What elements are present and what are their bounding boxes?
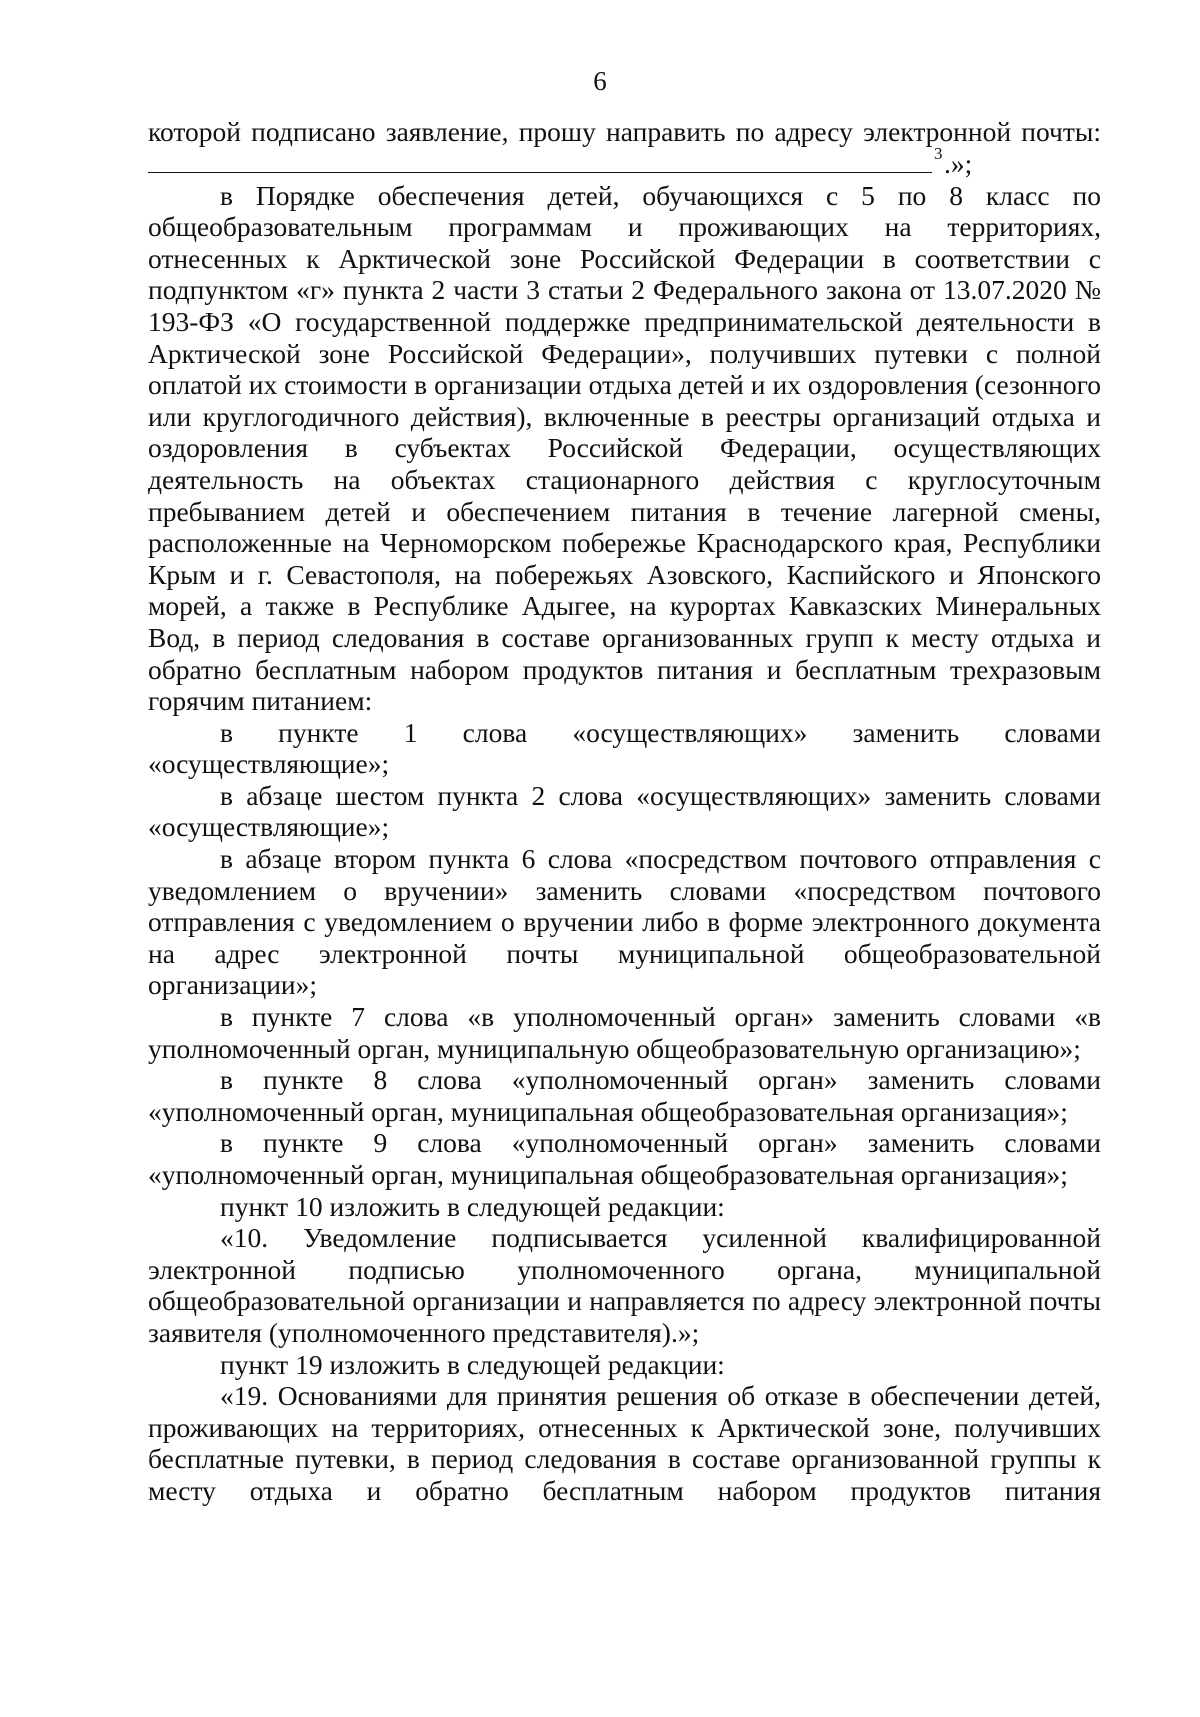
email-blank-rule: [148, 172, 932, 173]
paragraph-item-6: в абзаце втором пункта 6 слова «посредством почтового отправления с уведомлением о вручении» заменить словами «посредством почтового отправления с уведомлением о вручении либо в форме электронного документа на адрес электронной почты муниципальной общеобразовательной организации»;: [148, 843, 1101, 1001]
document-body: [148, 116, 1101, 1507]
paragraph-item-9: в пункте 9 слова «уполномоченный орган» заменить словами «уполномоченный орган, муниципальная общеобразовательная организация»;: [148, 1127, 1101, 1190]
paragraph-item-10-intro: пункт 10 изложить в следующей редакции:: [220, 1190, 725, 1222]
paragraph-item-1: в пункте 1 слова «осуществляющих» заменить словами «осуществляющие»;: [148, 716, 1101, 780]
paragraph-item-7: в пункте 7 слова «в уполномоченный орган» заменить словами «в уполномоченный орган, муниципальную общеобразовательную организацию»;: [148, 1001, 1101, 1064]
paragraph-item-19-intro: пункт 19 изложить в следующей редакции:: [220, 1348, 725, 1380]
paragraph-item-8: в пункте 8 слова «уполномоченный орган» заменить словами «уполномоченный орган, муниципальная общеобразовательная организация»;: [148, 1064, 1101, 1127]
paragraph-order-title: в Порядке обеспечения детей, обучающихся с 5 по 8 класс по общеобразовательным программам и проживающих на территориях, отнесенных к Арктической зоне Российской Федерации в соответствии с подпунктом «г» пункта 2 части 3 статьи 2 Федерального закона от 13.07.2020 № 193-ФЗ «О государственной поддержке предпринимательской деятельности в Арктической зоне Российской Федерации», получивших путевки с полной оплатой их стоимости в организации отдыха детей и их оздоровления (сезонного или круглогодичного действия), включенные в реестры организаций отдыха и оздоровления в субъектах Российской Федерации, осуществляющих деятельность на объектах стационарного действия с круглосуточным пребыванием детей и обеспечением питания в течение лагерной смены, расположенные на Черноморском побережье Краснодарского края, Республики Крым и г. Севастополя, на побережьях Азовского, Каспийского и Японского морей, а также в Республике Адыгее, на курортах Кавказских Минеральных Вод, в период следования в составе организованных групп к месту отдыха и обратно бесплатным набором продуктов питания и бесплатным трехразовым горячим питанием:: [148, 179, 1101, 717]
paragraph-continuation: которой подписано заявление, прошу направить по адресу электронной почты:: [148, 116, 1101, 147]
footnote-marker: 3: [934, 143, 943, 163]
paragraph-item-2: в абзаце шестом пункта 2 слова «осуществляющих» заменить словами «осуществляющие»;: [148, 779, 1101, 843]
page-number: 6: [593, 66, 607, 96]
email-line-tail: .»;: [944, 147, 973, 179]
paragraph-item-10-text: «10. Уведомление подписывается усиленной квалифицированной электронной подписью уполномоченного органа, муниципальной общеобразовательной организации и направляется по адресу электронной почты заявителя (уполномоченного представителя).»;: [148, 1222, 1101, 1348]
paragraph-item-19-text: «19. Основаниями для принятия решения об отказе в обеспечении детей, проживающих на территориях, отнесенных к Арктической зоне, получивших бесплатные путевки, в период следования в составе организованной группы к месту отдыха и обратно бесплатным набором продуктов питания: [148, 1380, 1101, 1506]
email-blank-line: [148, 143, 1101, 180]
